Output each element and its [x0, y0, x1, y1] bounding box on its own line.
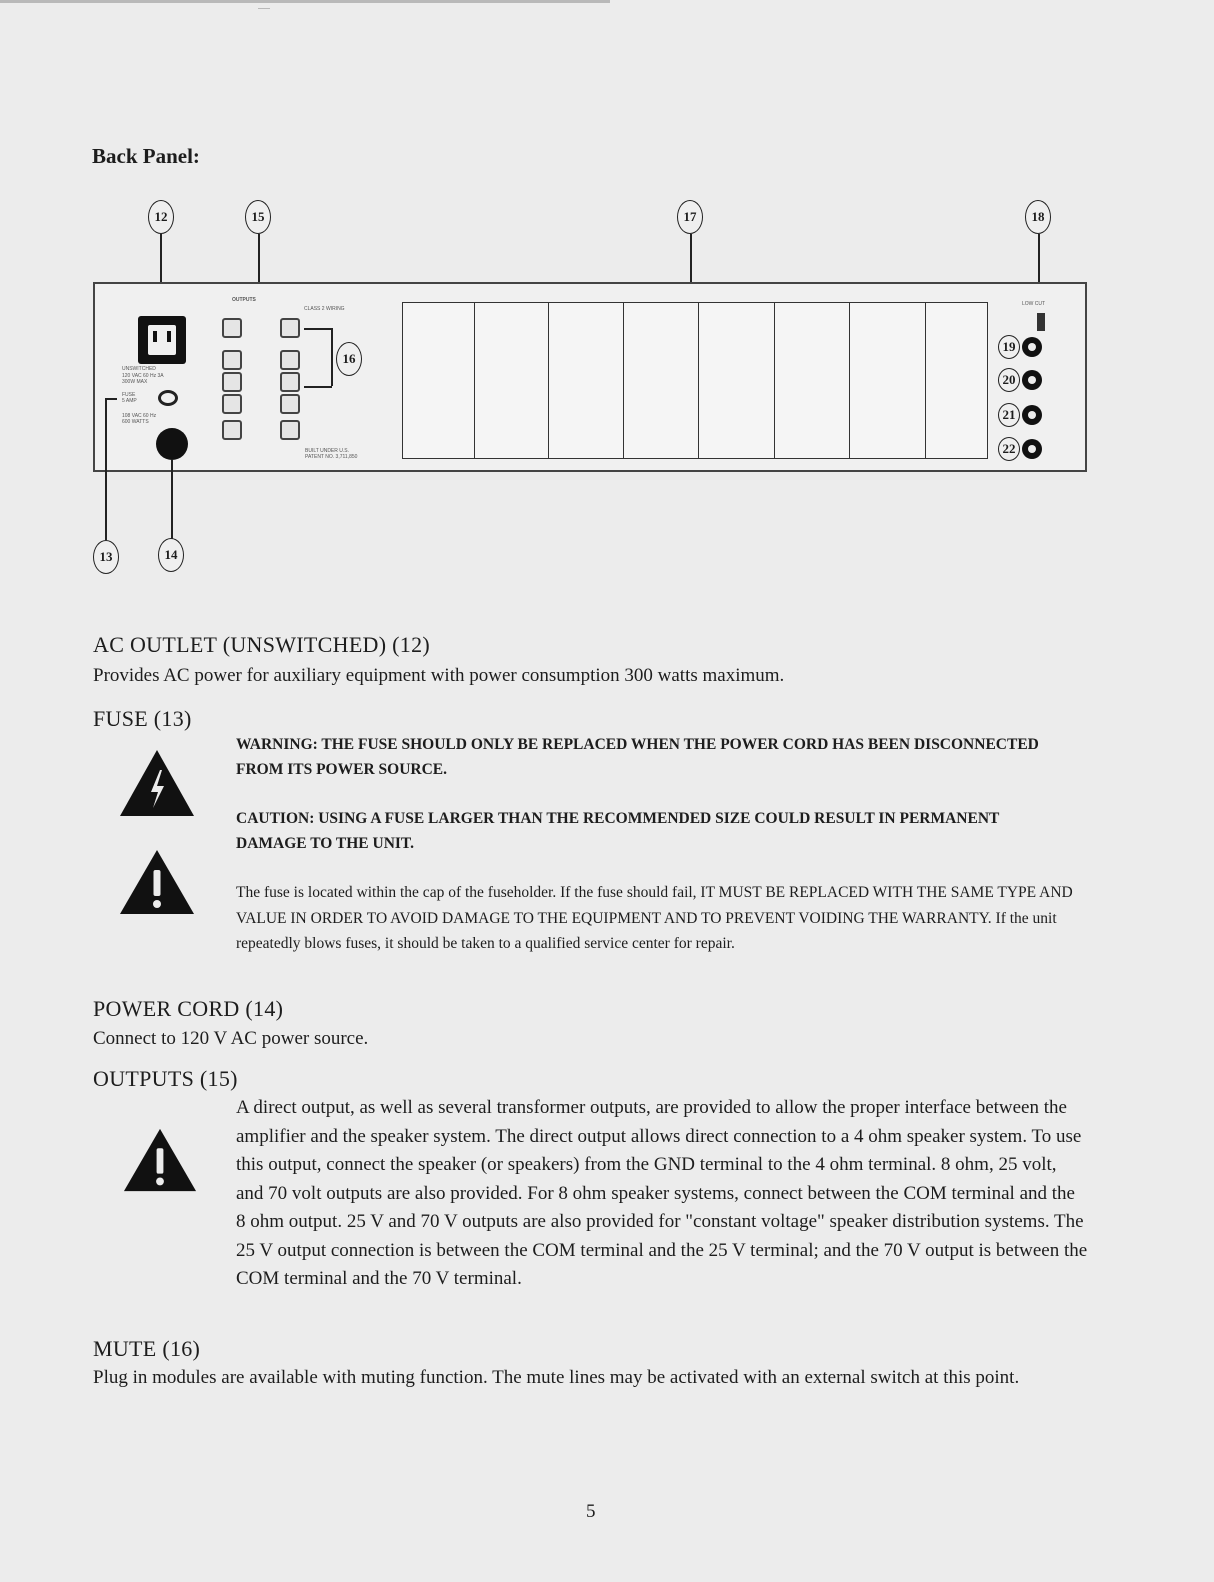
- outlet-label: UNSWITCHED: [122, 366, 156, 372]
- terminal: [280, 350, 300, 370]
- terminal: [222, 318, 242, 338]
- module-slot: [698, 302, 776, 459]
- jack: [1022, 405, 1042, 425]
- leader-line: [171, 460, 173, 540]
- callout-13: 13: [93, 540, 119, 574]
- leader-line: [105, 398, 117, 400]
- bracket: [304, 328, 332, 330]
- mute-text: Plug in modules are available with muting function. The mute lines may be activated with an external switch at this point.: [93, 1367, 1020, 1388]
- power-cord-text: Connect to 120 V AC power source.: [93, 1028, 369, 1049]
- callout-14: 14: [158, 538, 184, 572]
- fuse-warning-text: WARNING: THE FUSE SHOULD ONLY BE REPLACED WHEN THE POWER CORD HAS BEEN DISCONNECTED FROM ITS POWER SOURCE.: [236, 736, 1039, 778]
- module-slot: [849, 302, 927, 459]
- terminal: [280, 394, 300, 414]
- terminal: [280, 318, 300, 338]
- module-slot: [774, 302, 851, 459]
- callout-17: 17: [677, 200, 703, 234]
- page-number: 5: [586, 1501, 596, 1522]
- back-panel-diagram: 12 15 17 18 UNSWITCHED 120 VAC 60 Hz 3A 300W MAX FUSE 5 AMP 108 VAC 60 Hz 600 WATTS OUTPUTS CLASS 2 WIRING BUILT UNDER U.S. PATENT NO. 3,711,850 16 LOW CUT 19 20 21 22 13 14: [0, 0, 1214, 600]
- fuse-note-text: The fuse is located within the cap of the fuseholder. If the fuse should fail, IT MUST BE REPLACED WITH THE SAME TYPE AND VALUE IN ORDER TO AVOID DAMAGE TO THE EQUIPMENT AND TO PREVENT VOIDING THE WARRANTY. If the unit repeatedly blows fuses, it should be taken to a qualified service center for repair.: [236, 884, 1073, 952]
- terminal: [222, 372, 242, 392]
- terminal: [280, 372, 300, 392]
- exclamation-warning-icon: [118, 848, 196, 916]
- ac-outlet-heading: AC OUTLET (UNSWITCHED) (12): [93, 632, 431, 657]
- fuseholder: [158, 390, 178, 406]
- section-title: Back Panel:: [92, 144, 200, 168]
- module-slot: [402, 302, 476, 459]
- module-slot: [925, 302, 988, 459]
- module-slot: [623, 302, 700, 459]
- mute-heading: MUTE (16): [93, 1336, 201, 1361]
- callout-20: 20: [998, 368, 1020, 392]
- bracket: [304, 386, 332, 388]
- callout-22: 22: [998, 437, 1020, 461]
- power-cord: [156, 428, 188, 460]
- fuse-heading: FUSE (13): [93, 706, 192, 731]
- low-cut-switch: [1037, 313, 1045, 331]
- jack: [1022, 439, 1042, 459]
- ac-outlet-text: Provides AC power for auxiliary equipment with power consumption 300 watts maximum.: [93, 665, 785, 686]
- callout-12: 12: [148, 200, 174, 234]
- fuse-caution-text: CAUTION: USING A FUSE LARGER THAN THE RECOMMENDED SIZE COULD RESULT IN PERMANENT DAMAGE TO THE UNIT.: [236, 810, 1000, 852]
- module-slot: [474, 302, 550, 459]
- bracket: [331, 328, 333, 386]
- class2-label: CLASS 2 WIRING: [304, 306, 345, 312]
- callout-19: 19: [998, 335, 1020, 359]
- terminal: [222, 350, 242, 370]
- jack: [1022, 370, 1042, 390]
- terminal: [280, 420, 300, 440]
- low-cut-label: LOW CUT: [1022, 301, 1046, 307]
- terminal: [222, 394, 242, 414]
- leader-line: [105, 398, 107, 540]
- callout-18: 18: [1025, 200, 1051, 234]
- fuse-label: FUSE: [122, 392, 136, 398]
- callout-21: 21: [998, 403, 1020, 427]
- module-slot: [548, 302, 625, 459]
- outputs-label: OUTPUTS: [232, 297, 256, 303]
- ac-outlet: [138, 316, 186, 364]
- callout-15: 15: [245, 200, 271, 234]
- power-cord-heading: POWER CORD (14): [93, 996, 284, 1021]
- outputs-text: A direct output, as well as several transformer outputs, are provided to allow the proper interface between the amplifier and the speaker system. The direct output allows direct connection to a 4 ohm speaker system. To use this output, connect the speaker (or speakers) from the GND terminal to the 4 ohm terminal. 8 ohm, 25 volt, and 70 volt outputs are also provided. For 8 ohm speaker systems, connect between the COM terminal and the 8 ohm output. 25 V and 70 V outputs are also provided for "constant voltage" speaker distribution systems. The 25 V output connection is between the COM terminal and the 25 V terminal; and the 70 V output is between the COM terminal and the 70 V terminal.: [236, 1097, 1088, 1289]
- outputs-heading: OUTPUTS (15): [93, 1066, 238, 1091]
- electric-shock-warning-icon: [118, 748, 196, 818]
- callout-16: 16: [336, 342, 362, 376]
- jack: [1022, 337, 1042, 357]
- terminal: [222, 420, 242, 440]
- exclamation-warning-icon: [122, 1126, 198, 1194]
